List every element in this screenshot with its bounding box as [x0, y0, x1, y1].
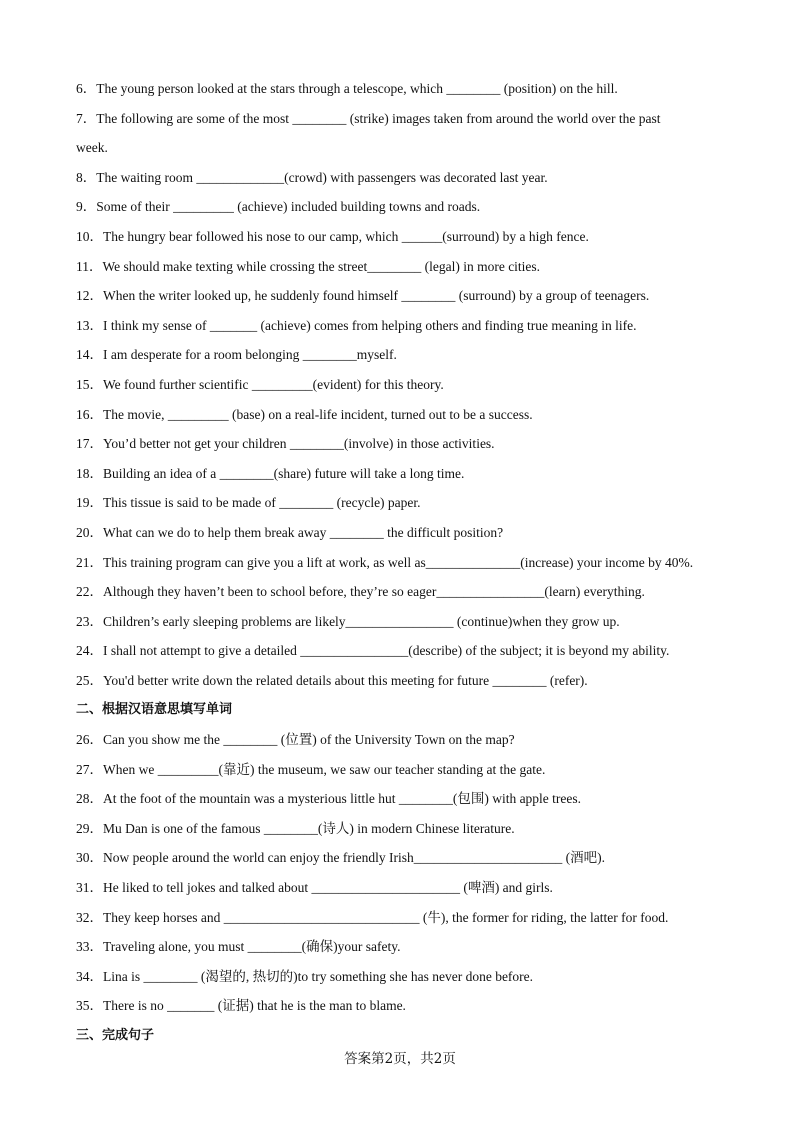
question-23: 23．Children’s early sleeping problems are likely________________ (continue)when they grow up.	[76, 613, 620, 629]
question-9: 9．Some of their _________ (achieve) included building towns and roads.	[76, 199, 481, 215]
question-32: 32．They keep horses and _____________________________ (牛), the former for riding, the latter for food.	[76, 909, 669, 925]
question-21: 21．This training program can give you a lift at work, as well as______________(increase) your income by 40%.	[76, 554, 694, 570]
exercise-list	[76, 74, 756, 1051]
question-7: 7．The following are some of the most ________ (strike) images taken from around the world over the past	[76, 110, 661, 126]
question-22: 22．Although they haven’t been to school before, they’re so eager________________(learn) everything.	[76, 584, 645, 600]
question-7-continued: week.	[76, 140, 108, 156]
question-34: 34．Lina is ________ (渴望的, 热切的)to try something she has never done before.	[76, 968, 534, 984]
question-13: 13．I think my sense of _______ (achieve) comes from helping others and finding true meaning in life.	[76, 317, 637, 333]
page-footer: 答案第2页，共2页	[344, 1051, 456, 1067]
question-11: 11．We should make texting while crossing the street________ (legal) in more cities.	[76, 258, 541, 274]
question-8: 8．The waiting room _____________(crowd) with passengers was decorated last year.	[76, 169, 548, 185]
question-10: 10．The hungry bear followed his nose to our camp, which ______(surround) by a high fence.	[76, 228, 589, 244]
question-25: 25．You'd better write down the related details about this meeting for future ________ (refer).	[76, 672, 588, 688]
question-17: 17．You’d better not get your children ________(involve) in those activities.	[76, 436, 495, 452]
question-26: 26．Can you show me the ________ (位置) of the University Town on the map?	[76, 732, 515, 748]
question-29: 29．Mu Dan is one of the famous ________(诗人) in modern Chinese literature.	[76, 820, 515, 836]
question-6: 6．The young person looked at the stars through a telescope, which ________ (position) on the hill.	[76, 81, 618, 96]
section-2-heading: 二、根据汉语意思填写单词	[76, 702, 233, 718]
question-12: 12．When the writer looked up, he suddenly found himself ________ (surround) by a group of teenagers.	[76, 288, 650, 304]
question-31: 31．He liked to tell jokes and talked about ______________________ (啤酒) and girls.	[76, 880, 553, 896]
question-14: 14．I am desperate for a room belonging ________myself.	[76, 347, 397, 363]
question-27: 27．When we _________(靠近) the museum, we saw our teacher standing at the gate.	[76, 761, 546, 777]
question-33: 33．Traveling alone, you must ________(确保)your safety.	[76, 939, 401, 955]
question-35: 35．There is no _______ (证据) that he is the man to blame.	[76, 998, 406, 1014]
question-28: 28．At the foot of the mountain was a mysterious little hut ________(包围) with apple trees.	[76, 791, 582, 807]
question-30: 30．Now people around the world can enjoy the friendly Irish______________________ (酒吧).	[76, 850, 606, 866]
question-20: 20．What can we do to help them break away ________ the difficult position?	[76, 524, 504, 540]
question-16: 16．The movie, _________ (base) on a real-life incident, turned out to be a success.	[76, 406, 533, 422]
section-3-heading: 三、完成句子	[76, 1028, 155, 1043]
question-18: 18．Building an idea of a ________(share) future will take a long time.	[76, 465, 465, 481]
question-15: 15．We found further scientific _________(evident) for this theory.	[76, 376, 444, 392]
question-24: 24．I shall not attempt to give a detailed ________________(describe) of the subject; it is beyond my ability.	[76, 643, 670, 659]
question-19: 19．This tissue is said to be made of ________ (recycle) paper.	[76, 495, 421, 511]
